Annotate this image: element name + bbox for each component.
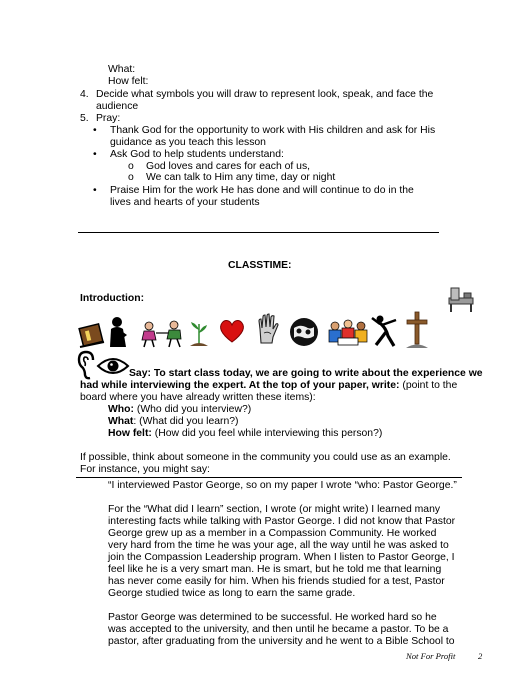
howfelt-text: (How did you feel while interviewing this person?) bbox=[151, 428, 383, 439]
prep-what: What: bbox=[108, 64, 136, 75]
example-p1: “I interviewed Pastor George, so on my paper I wrote “who: Pastor George.” bbox=[108, 480, 457, 491]
plant-sprout-icon bbox=[188, 318, 210, 348]
bullet-icon: • bbox=[93, 149, 97, 160]
book-icon bbox=[77, 320, 107, 350]
item4-line1: Decide what symbols you will draw to represent look, speak, and face the bbox=[96, 89, 434, 100]
who-label: Who: bbox=[108, 404, 134, 415]
sub-marker: o bbox=[128, 161, 134, 172]
introduction-heading: Introduction: bbox=[80, 293, 145, 304]
what-label: What bbox=[108, 416, 134, 427]
ifpossible-line2: For instance, you might say: bbox=[80, 464, 210, 475]
bullet-3-line1: Praise Him for the work He has done and will continue to do in the bbox=[110, 185, 414, 196]
bullet-icon: • bbox=[93, 185, 97, 196]
globe-people-icon bbox=[286, 316, 322, 348]
say-line2 bbox=[80, 380, 457, 393]
example-p2-line4: very hard from the time he was your age, all the way until he was asked to bbox=[108, 540, 449, 551]
eye-icon bbox=[97, 356, 129, 376]
bullet-icon: • bbox=[93, 125, 97, 136]
children-playing-icon bbox=[140, 318, 188, 348]
example-p3-line3: pastor, after graduating from the university and he went to a Bible School to bbox=[108, 636, 455, 647]
example-divider bbox=[76, 477, 462, 478]
example-p2-line8: George studied twice as long to earn the same grade. bbox=[108, 588, 356, 599]
list-number-4: 4. bbox=[80, 89, 89, 100]
classtime-heading: CLASSTIME: bbox=[228, 260, 292, 271]
chair-icon bbox=[446, 284, 476, 314]
example-p2-line1: For the “What did I learn” section, I wrote (or might write) I learned many bbox=[108, 504, 441, 515]
say-line2-bold: had while interviewing the expert. At the top of your paper, write: bbox=[80, 380, 400, 391]
example-p3-line2: was accepted to the university, and then until he became a pastor. To be a bbox=[108, 624, 449, 635]
heart-icon bbox=[218, 318, 246, 344]
prep-how-felt: How felt: bbox=[108, 76, 149, 87]
example-p2-line6: feel like he is a very smart man. He is smart, but he told me that learning bbox=[108, 564, 442, 575]
example-p2-line7: has never come easily for him. When his friends studied for a test, Pastor bbox=[108, 576, 445, 587]
say-line2-rest: (point to the bbox=[399, 380, 458, 391]
example-p2-line5: join the Compassion Leadership program. When I listen to Pastor George, I bbox=[108, 552, 455, 563]
ear-icon bbox=[77, 350, 97, 380]
example-p3-line1: Pastor George was determined to be successful. He worked hard so he bbox=[108, 612, 437, 623]
bullet-3-line2: lives and hearts of your students bbox=[110, 197, 260, 208]
who-text: (Who did you interview?) bbox=[133, 404, 252, 415]
who-line bbox=[108, 404, 251, 417]
bullet-1-line2: guidance as you teach this lesson bbox=[110, 137, 266, 148]
what-text: : (What did you learn?) bbox=[133, 416, 239, 427]
item4-line2: audience bbox=[96, 101, 139, 112]
what-line bbox=[108, 416, 239, 429]
page-number: 2 bbox=[478, 651, 483, 661]
sub-marker: o bbox=[128, 172, 134, 183]
section-divider bbox=[78, 232, 439, 233]
group-reading-icon bbox=[326, 318, 370, 348]
item5-label: Pray: bbox=[96, 113, 121, 124]
hand-icon bbox=[256, 313, 280, 345]
example-p2-line3: George grew up as a member in a Compassion Community. He worked bbox=[108, 528, 437, 539]
example-p2-line2: interesting facts while talking with Pastor George. I did not know that Pastor bbox=[108, 516, 456, 527]
say-line1: Say: To start class today, we are going to write about the experience we bbox=[129, 368, 483, 379]
sub-item-1: God loves and cares for each of us, bbox=[146, 161, 311, 172]
praying-person-icon bbox=[108, 316, 130, 350]
stretching-person-icon bbox=[370, 314, 402, 348]
bullet-1-line1: Thank God for the opportunity to work with His children and ask for His bbox=[110, 125, 436, 136]
list-number-5: 5. bbox=[80, 113, 89, 124]
ifpossible-line1: If possible, think about someone in the community you could use as an example. bbox=[80, 452, 451, 463]
howfelt-label: How felt: bbox=[108, 428, 152, 439]
sub-item-2: We can talk to Him any time, day or night bbox=[146, 172, 336, 183]
bullet-2-line1: Ask God to help students understand: bbox=[110, 149, 284, 160]
footer-notice: Not For Profit bbox=[406, 651, 456, 661]
cross-icon bbox=[404, 310, 430, 350]
say-line3: board where you have already written these items): bbox=[80, 392, 316, 403]
howfelt-line bbox=[108, 428, 382, 441]
